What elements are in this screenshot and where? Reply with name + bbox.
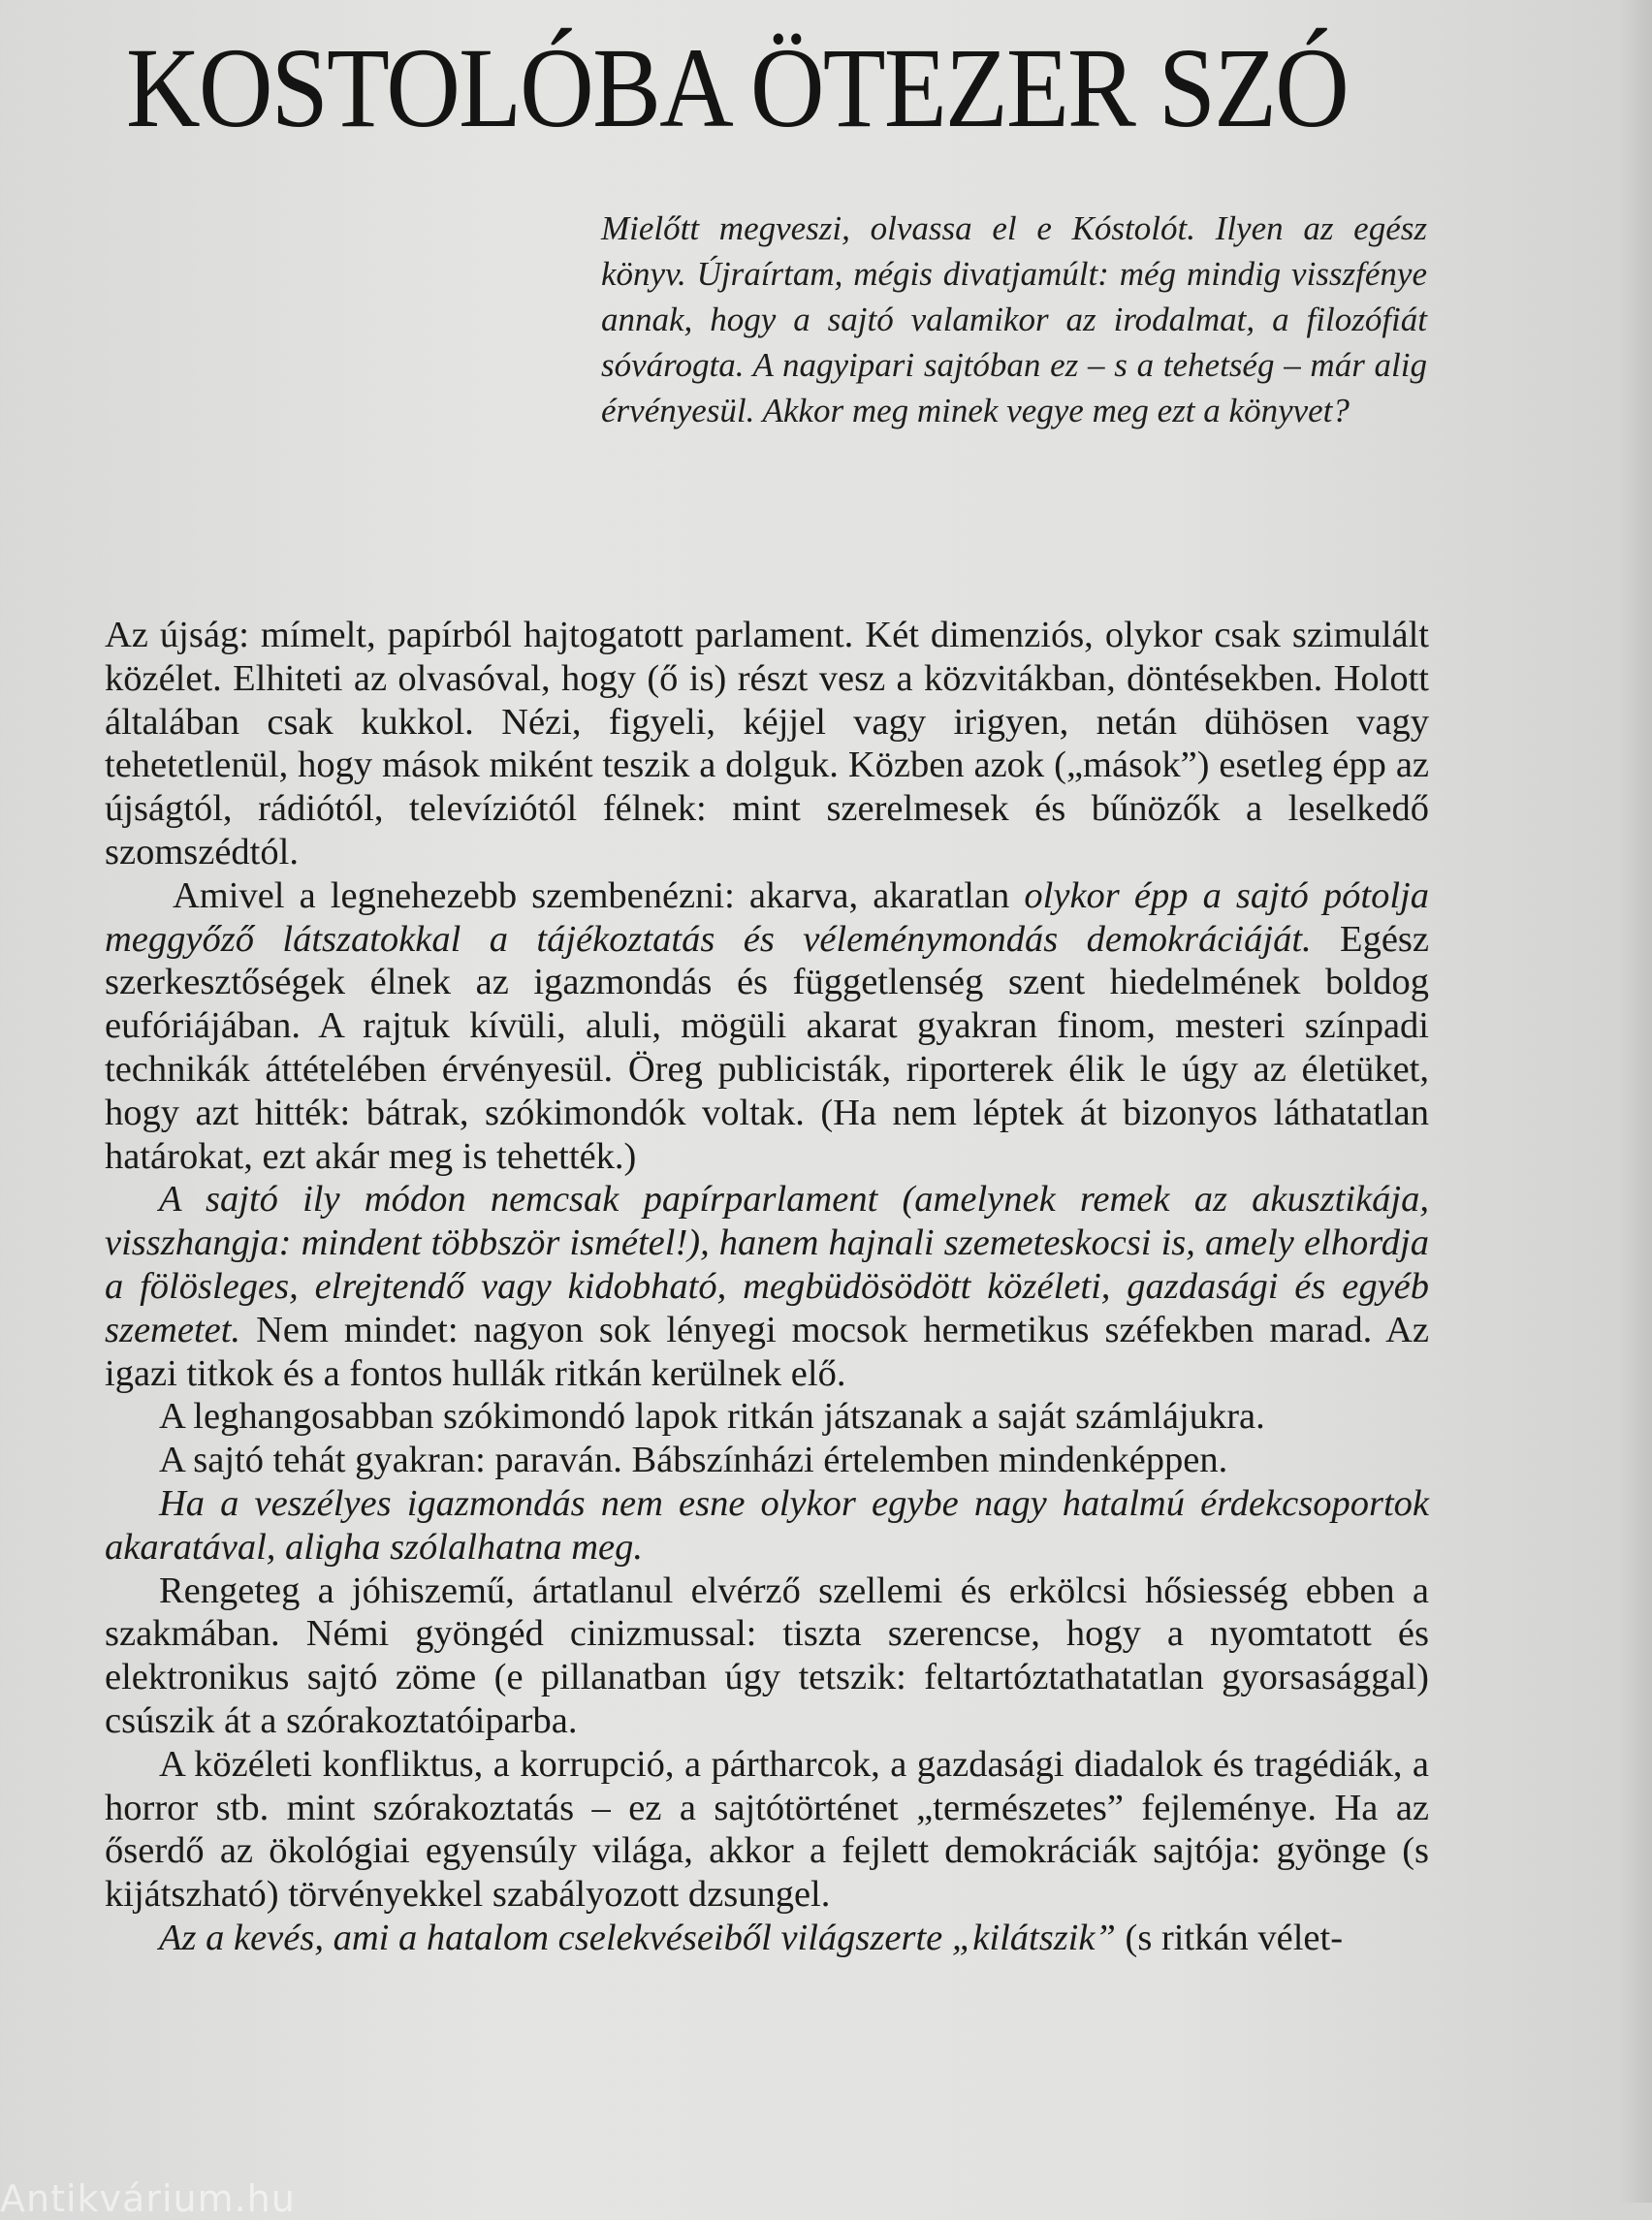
epigraph: Mielőtt megveszi, olvassa el e Kóstolót. Ilyen az egész könyv. Újraírtam, mégis divatjamúlt: még mindig visszfénye annak, hogy a sajtó valamikor az irodalmat, a filozófiát sóvárogta. A nagyipari sajtóban ez – s a tehetség – már alig érvényesül. Akkor meg minek vegye meg ezt a könyvet? bbox=[601, 209, 1427, 429]
paragraph-8: A közéleti konfliktus, a korrupció, a pártharcok, a gazdasági diadalok és tragédiák, a horror stb. mint szórakoztatás – ez a sajtótörténet „természetes” fejleménye. Ha az őserdő az ökológiai egyensúly világa, akkor a fejlett demokráciák sajtója: gyönge (s kijátszható) törvényekkel szabályozott dzsungel. bbox=[105, 1743, 1429, 1916]
paragraph-2-italic: olykor épp a sajtó pótolja meggyőző látszatokkal a tájékoztatás és véleménymondás demokráciáját. bbox=[105, 874, 1429, 960]
paragraph-9-italic: Az a kevés, ami a hatalom cselekvéseiből világszerte „kilátszik” bbox=[159, 1917, 1116, 1958]
paragraph-4: A leghangosabban szókimondó lapok ritkán játszanak a saját számlájukra. bbox=[159, 1396, 1265, 1438]
paragraph-2 bbox=[105, 874, 1429, 1179]
paragraph-2-lead: Amivel a legnehezebb szembenézni: akarva, akaratlan bbox=[173, 874, 1025, 916]
watermark: Antikvárium.hu bbox=[0, 2177, 296, 2220]
paragraph-2-tail: Egész szerkesztőségek élnek az igazmondás és függetlenség szent hiedelmének boldog eufóriájában. A rajtuk kívüli, aluli, mögüli akarat gyakran finom, mesteri színpadi technikák áttételében érvényesül. Öreg publicisták, riporterek élik le úgy az életüket, hogy azt hitték: bátrak, szókimondók voltak. (Ha nem léptek át bizonyos láthatatlan határokat, ezt akár meg is tehették.) bbox=[105, 918, 1429, 1177]
paragraph-3 bbox=[105, 1178, 1429, 1395]
paragraph-9-tail: (s ritkán vélet- bbox=[1115, 1917, 1344, 1958]
paragraph-5: A sajtó tehát gyakran: paraván. Bábszínházi értelemben mindenképpen. bbox=[159, 1440, 1228, 1481]
paragraph-6 bbox=[105, 1482, 1429, 1570]
page-edge-shadow bbox=[1619, 0, 1652, 2203]
body-text bbox=[105, 614, 1429, 1960]
paragraph-9 bbox=[105, 1917, 1429, 1960]
paragraph-3-tail: Nem mindet: nagyon sok lényegi mocsok hermetikus széfekben marad. Az igazi titkok és a fontos hullák ritkán kerülnek elő. bbox=[105, 1309, 1429, 1394]
paragraph-3-italic: A sajtó ily módon nemcsak papírparlament (amelynek remek az akusztikája, visszhangja: mindent többször ismétel!), hanem hajnali szemeteskocsi is, amely elhordja a fölösleges, elrejtendő vagy kidobható, megbüdösödött közéleti, gazdasági és egyéb szemetet. bbox=[105, 1179, 1429, 1350]
paragraph-6-italic: Ha a veszélyes igazmondás nem esne olykor egybe nagy hatalmú érdekcsoportok akaratával, aligha szólalhatna meg. bbox=[105, 1482, 1429, 1568]
paragraph-7: Rengeteg a jóhiszemű, ártatlanul elvérző szellemi és erkölcsi hősiesség ebben a szakmában. Némi gyöngéd cinizmussal: tiszta szerencse, hogy a nyomtatott és elektronikus sajtó zöme (e pillanatban úgy tetszik: feltartóztathatatlan gyorsasággal) csúszik át a szórakoztatóiparba. bbox=[105, 1570, 1429, 1741]
chapter-title: KOSTOLÓBA ÖTEZER SZÓ bbox=[126, 24, 1349, 151]
paragraph-1: Az újság: mímelt, papírból hajtogatott parlament. Két dimenziós, olykor csak szimulált közélet. Elhiteti az olvasóval, hogy (ő is) részt vesz a közvitákban, döntésekben. Holott általában csak kukkol. Nézi, figyeli, kéjjel vagy irigyen, netán dühösen vagy tehetetlenül, hogy mások miként teszik a dolguk. Közben azok („mások”) esetleg épp az újságtól, rádiótól, televíziótól félnek: mint szerelmesek és bűnözők a leselkedő szomszédtól. bbox=[105, 615, 1429, 872]
